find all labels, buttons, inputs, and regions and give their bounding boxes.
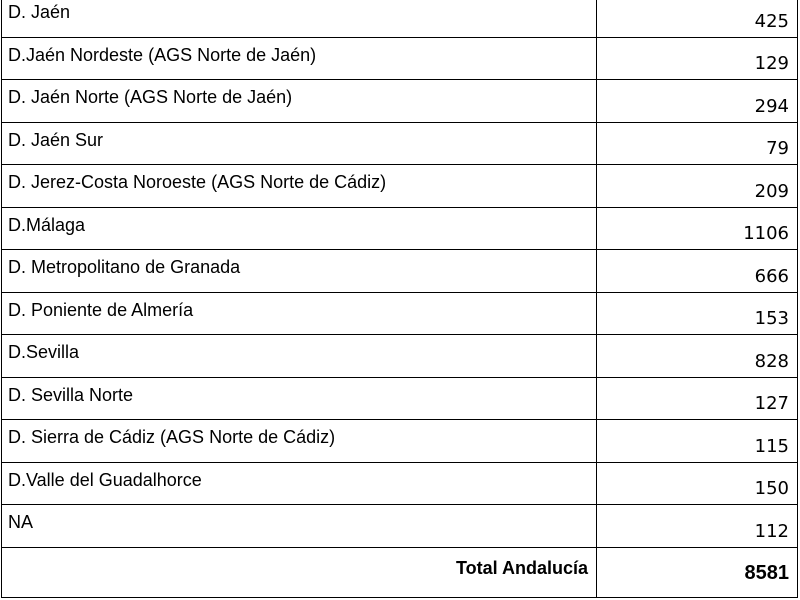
district-name-cell: D. Poniente de Almería [2,292,597,335]
district-value-cell: 127 [597,377,798,420]
table-row [2,0,798,37]
district-name-cell: D.Sevilla [2,335,597,378]
district-name-cell: D. Sierra de Cádiz (AGS Norte de Cádiz) [2,420,597,463]
total-row [2,547,798,597]
table-row [2,420,798,463]
district-name-cell: NA [2,505,597,548]
table-row [2,292,798,335]
district-value-cell: 79 [597,122,798,165]
table-row [2,462,798,505]
district-name-cell: D. Jaén Norte (AGS Norte de Jaén) [2,80,597,123]
district-value-cell: 129 [597,37,798,80]
district-value-cell: 1106 [597,207,798,250]
district-name-cell: D. Jaén [2,0,597,37]
district-name-cell: D. Sevilla Norte [2,377,597,420]
district-name-cell: D.Valle del Guadalhorce [2,462,597,505]
district-value-cell: 294 [597,80,798,123]
district-value-cell: 150 [597,462,798,505]
table-row [2,207,798,250]
table-row [2,122,798,165]
district-value-cell: 153 [597,292,798,335]
total-value: 8581 [597,547,798,597]
district-name-cell: D.Málaga [2,207,597,250]
district-value-cell: 666 [597,250,798,293]
table-row [2,165,798,208]
district-name-cell: D. Jaén Sur [2,122,597,165]
table-row [2,335,798,378]
district-value-cell: 425 [597,0,798,37]
district-value-cell: 115 [597,420,798,463]
district-name-cell: D. Metropolitano de Granada [2,250,597,293]
table-row [2,250,798,293]
district-value-cell: 112 [597,505,798,548]
district-value-cell: 209 [597,165,798,208]
district-counts-table [1,0,798,598]
district-name-cell: D. Jerez-Costa Noroeste (AGS Norte de Cádiz) [2,165,597,208]
table-row [2,80,798,123]
table-body [2,0,798,597]
total-label: Total Andalucía [2,547,597,597]
table-row [2,505,798,548]
table-row [2,377,798,420]
table-row [2,37,798,80]
district-name-cell: D.Jaén Nordeste (AGS Norte de Jaén) [2,37,597,80]
district-value-cell: 828 [597,335,798,378]
